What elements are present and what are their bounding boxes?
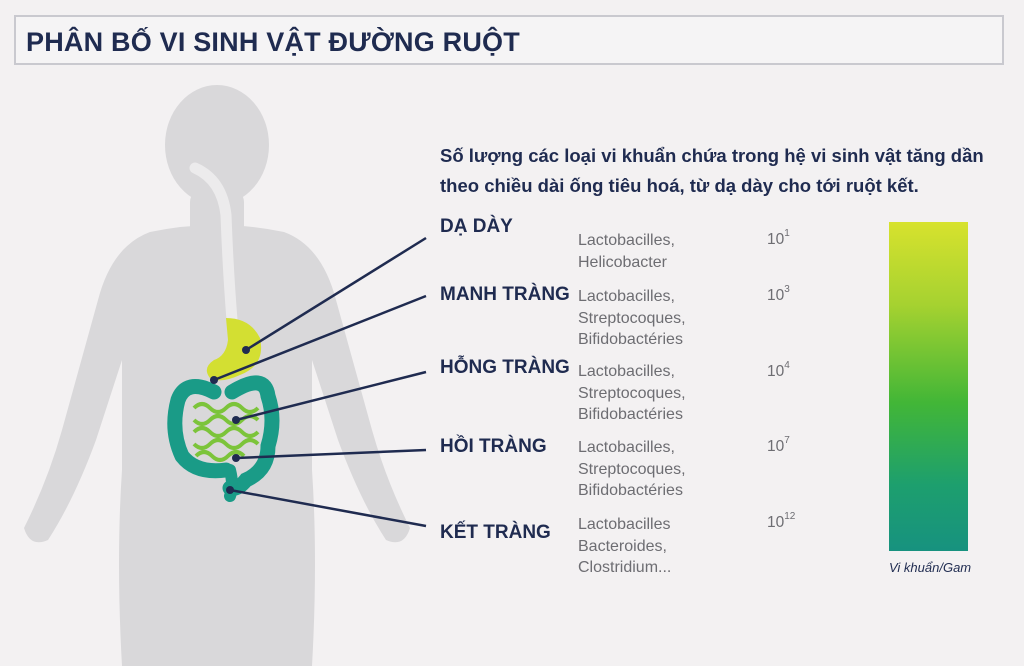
count-exponent: 3 [784,284,790,295]
species-item: Helicobacter [578,253,667,271]
count-base: 10 [767,363,785,380]
page-title: PHÂN BỐ VI SINH VẬT ĐƯỜNG RUỘT [26,27,520,57]
count-base: 10 [767,231,785,248]
species-item: Lactobacilles, [578,288,675,305]
description-line-2: theo chiều dài ống tiêu hoá, từ dạ dày cho tới ruột kết. [440,175,919,196]
species-list-stomach [578,230,738,273]
species-item: Bifidobactéries [578,406,683,423]
organ-label-colon: KẾT TRÀNG [440,522,551,543]
species-item: Bacteroides, [578,537,667,555]
species-item: Streptocoques, [578,460,686,478]
organ-label-stomach: DẠ DÀY [440,216,513,237]
species-list-ileum [578,437,738,502]
organ-label-jejunum: HỖNG TRÀNG [440,357,570,378]
count-exponent: 7 [784,435,790,446]
count-colon [767,511,796,532]
species-list-jejunum [578,361,738,426]
species-item: Bifidobactéries [578,482,683,499]
species-item: Lactobacilles, [578,232,675,249]
species-list-cecum [578,286,738,351]
description [440,141,1010,201]
species-item: Streptocoques, [578,384,686,402]
species-item: Bifidobactéries [578,331,683,348]
count-base: 10 [767,514,785,531]
species-item: Clostridium... [578,559,672,576]
species-item: Lactobacilles, [578,363,675,380]
species-item: Lactobacilles, [578,439,675,456]
count-jejunum [767,360,790,381]
bacteria-density-gradient-bar [889,222,968,551]
description-line-1: Số lượng các loại vi khuẩn chứa trong hệ vi sinh vật tăng dần [440,145,984,166]
scale-label: Vi khuẩn/Gam [889,560,972,575]
species-list-colon [578,514,738,579]
count-stomach [767,228,790,249]
count-ileum [767,435,790,456]
organ-label-cecum: MANH TRÀNG [440,284,570,305]
count-base: 10 [767,287,785,304]
count-exponent: 1 [784,228,790,239]
organ-label-ileum: HỒI TRÀNG [440,436,547,457]
species-item: Lactobacilles [578,516,671,533]
count-cecum [767,284,790,305]
count-exponent: 12 [784,511,796,522]
count-base: 10 [767,438,785,455]
species-item: Streptocoques, [578,309,686,327]
count-exponent: 4 [784,360,790,371]
